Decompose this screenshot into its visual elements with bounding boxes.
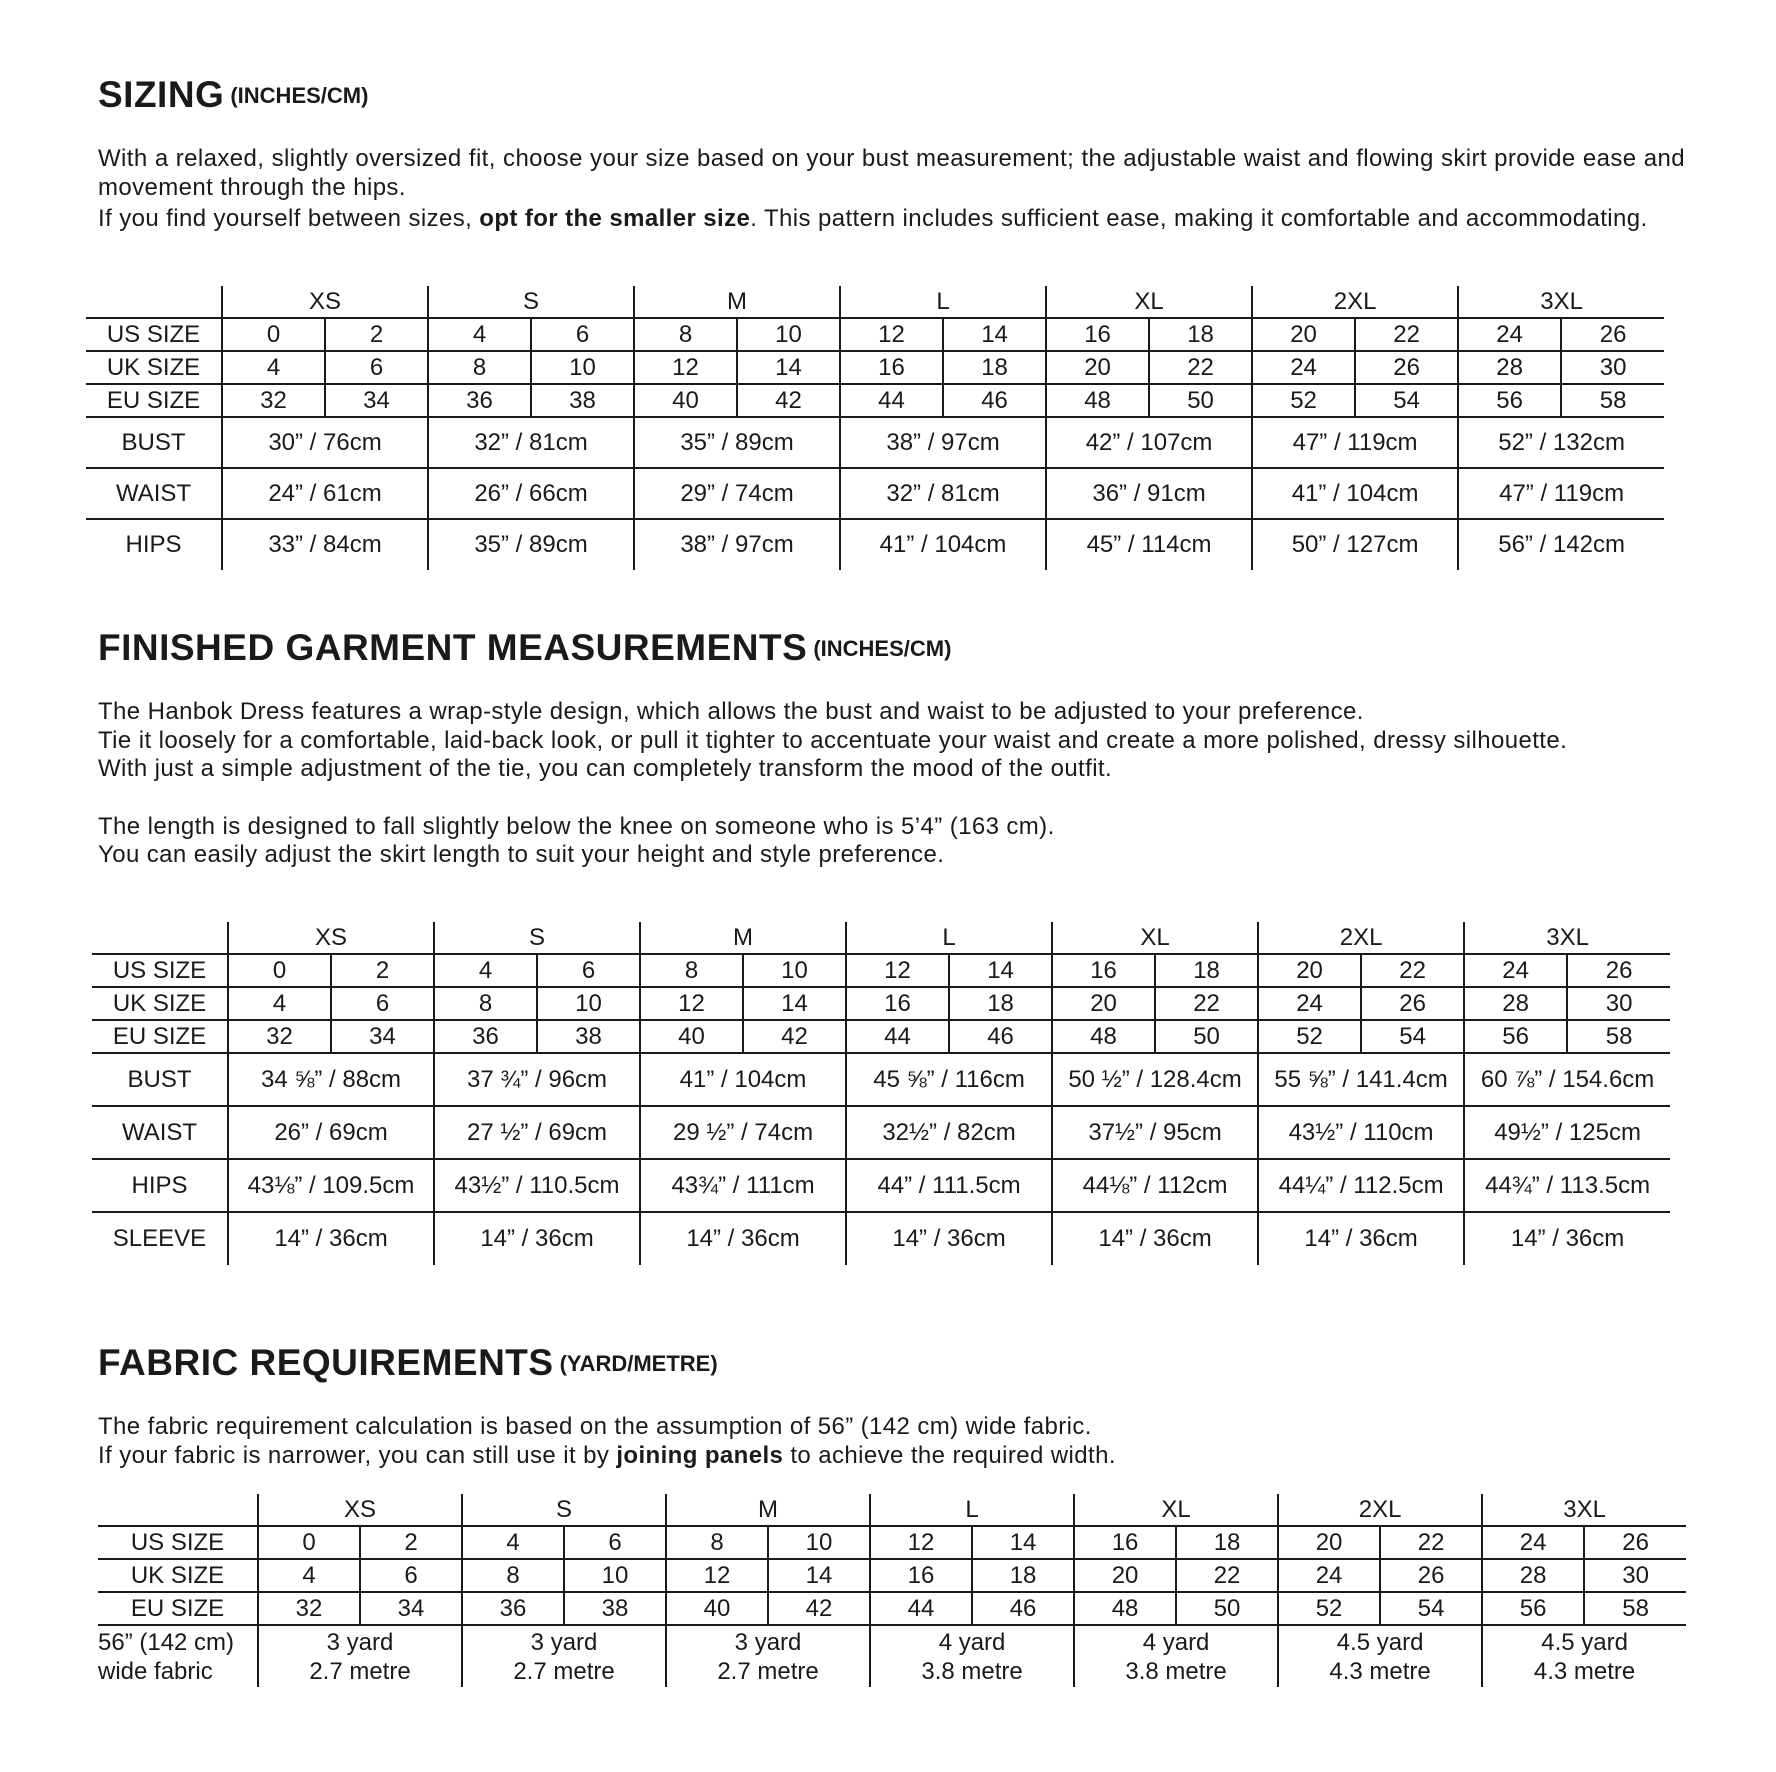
size-cell: 18: [972, 1559, 1074, 1592]
fabric-metre: 2.7 metre: [717, 1657, 819, 1685]
measurement-cell: 35” / 89cm: [634, 417, 840, 468]
size-cell: 24: [1278, 1559, 1380, 1592]
size-cell: 16: [870, 1559, 972, 1592]
finished-unit: (INCHES/CM): [813, 636, 952, 661]
size-cell: 12: [840, 318, 943, 351]
row-label: EU SIZE: [86, 384, 222, 417]
size-cell: 4: [258, 1559, 360, 1592]
measurement-cell: 29 ½” / 74cm: [640, 1106, 846, 1159]
size-cell: 8: [428, 351, 531, 384]
size-cell: 54: [1380, 1592, 1482, 1625]
size-cell: 50: [1149, 384, 1252, 417]
measurement-cell: 36” / 91cm: [1046, 468, 1252, 519]
size-cell: 4: [434, 954, 537, 987]
size-cell: 22: [1361, 954, 1464, 987]
sizing-title-text: SIZING: [98, 74, 225, 115]
measurement-cell: 27 ½” / 69cm: [434, 1106, 640, 1159]
measurement-cell: 26” / 66cm: [428, 468, 634, 519]
fabric-metre: 3.8 metre: [1125, 1657, 1227, 1685]
size-cell: 20: [1074, 1559, 1176, 1592]
measurement-cell: 45 ⅝” / 116cm: [846, 1053, 1052, 1106]
size-cell: 38: [564, 1592, 666, 1625]
measurement-cell: 41” / 104cm: [1252, 468, 1458, 519]
size-cell: 2: [331, 954, 434, 987]
size-cell: 24: [1464, 954, 1567, 987]
size-cell: 6: [537, 954, 640, 987]
size-cell: 16: [1046, 318, 1149, 351]
size-group-header: 3XL: [1482, 1494, 1686, 1526]
size-group-header: S: [428, 286, 634, 318]
size-group-header: M: [666, 1494, 870, 1526]
measurement-cell: 30” / 76cm: [222, 417, 428, 468]
row-label: UK SIZE: [98, 1559, 258, 1592]
fabric-cell: [462, 1625, 666, 1687]
finished-para-2: Tie it loosely for a comfortable, laid-back look, or pull it tighter to accentuate your waist and create a more polished, dressy silhouette.: [98, 726, 1568, 754]
size-group-header: 2XL: [1278, 1494, 1482, 1526]
size-group-header: XL: [1074, 1494, 1278, 1526]
size-cell: 26: [1380, 1559, 1482, 1592]
measurement-cell: 37½” / 95cm: [1052, 1106, 1258, 1159]
row-label: HIPS: [125, 531, 182, 558]
size-cell: 20: [1046, 351, 1149, 384]
measurement-cell: 14” / 36cm: [1464, 1212, 1670, 1265]
row-label: SLEEVE: [112, 1225, 207, 1252]
size-cell: 42: [743, 1020, 846, 1053]
measurement-row: [86, 417, 1664, 468]
size-cell: 14: [743, 987, 846, 1020]
measurement-cell: 44¼” / 112.5cm: [1258, 1159, 1464, 1212]
size-cell: 44: [840, 384, 943, 417]
measurement-cell: 26” / 69cm: [228, 1106, 434, 1159]
size-cell: 28: [1458, 351, 1561, 384]
size-cell: 36: [428, 384, 531, 417]
fabric-metre: 2.7 metre: [513, 1657, 615, 1685]
size-cell: 8: [434, 987, 537, 1020]
size-cell: 30: [1567, 987, 1670, 1020]
measurement-cell: 60 ⅞” / 154.6cm: [1464, 1053, 1670, 1106]
size-cell: 22: [1380, 1526, 1482, 1559]
size-cell: 26: [1561, 318, 1664, 351]
fabric-yard: 4 yard: [1142, 1628, 1210, 1656]
measurement-cell: 56” / 142cm: [1458, 519, 1664, 570]
sizing-description: [98, 145, 1685, 236]
size-cell: 52: [1258, 1020, 1361, 1053]
size-row: [98, 1526, 1686, 1559]
size-cell: 0: [228, 954, 331, 987]
size-cell: 28: [1482, 1559, 1584, 1592]
size-group-header: XS: [228, 922, 434, 954]
size-cell: 58: [1584, 1592, 1686, 1625]
size-cell: 18: [1149, 318, 1252, 351]
size-group-header: 3XL: [1464, 922, 1670, 954]
size-cell: 22: [1176, 1559, 1278, 1592]
size-cell: 10: [531, 351, 634, 384]
size-cell: 58: [1561, 384, 1664, 417]
measurement-cell: 55 ⅝” / 141.4cm: [1258, 1053, 1464, 1106]
fabric-unit: (YARD/METRE): [559, 1351, 718, 1376]
size-group-header: S: [462, 1494, 666, 1526]
size-cell: 48: [1046, 384, 1149, 417]
size-cell: 6: [360, 1559, 462, 1592]
size-cell: 56: [1482, 1592, 1584, 1625]
fabric-label-line-1: 56” (142 cm): [98, 1628, 235, 1656]
fabric-para-2: If your fabric is narrower, you can still use it by joining panels to achieve the required width.: [98, 1441, 1116, 1469]
size-cell: 54: [1355, 384, 1458, 417]
size-group-header: XL: [1052, 922, 1258, 954]
size-cell: 56: [1464, 1020, 1567, 1053]
measurement-cell: 47” / 119cm: [1458, 468, 1664, 519]
measurement-cell: 14” / 36cm: [640, 1212, 846, 1265]
measurement-cell: 43½” / 110.5cm: [434, 1159, 640, 1212]
size-cell: 46: [949, 1020, 1052, 1053]
size-cell: 10: [537, 987, 640, 1020]
fabric-cell: [1074, 1625, 1278, 1687]
size-cell: 22: [1355, 318, 1458, 351]
size-cell: 14: [768, 1559, 870, 1592]
size-cell: 18: [1155, 954, 1258, 987]
size-cell: 6: [325, 351, 428, 384]
fabric-yard: 3 yard: [530, 1628, 598, 1656]
measurement-cell: 14” / 36cm: [846, 1212, 1052, 1265]
fabric-yard: 4 yard: [938, 1628, 1006, 1656]
finished-para-3: With just a simple adjustment of the tie, you can completely transform the mood of the outfit.: [98, 755, 1113, 782]
size-cell: 6: [564, 1526, 666, 1559]
size-cell: 2: [325, 318, 428, 351]
row-label: BUST: [86, 417, 222, 468]
size-cell: 38: [531, 384, 634, 417]
measurement-row: [92, 1212, 1670, 1265]
size-cell: 24: [1252, 351, 1355, 384]
size-cell: 32: [222, 384, 325, 417]
sizing-para-1: With a relaxed, slightly oversized fit, choose your size based on your bust measurement; the adjustable waist and flowing skirt provide ease and movement through the hips.: [98, 145, 1685, 201]
measurement-cell: 41” / 104cm: [640, 1053, 846, 1106]
measurement-cell: 44⅛” / 112cm: [1052, 1159, 1258, 1212]
measurement-cell: 44¾” / 113.5cm: [1464, 1159, 1670, 1212]
size-cell: 0: [222, 318, 325, 351]
size-cell: 8: [634, 318, 737, 351]
measurement-cell: 38” / 97cm: [840, 417, 1046, 468]
size-cell: 6: [531, 318, 634, 351]
finished-table: [92, 922, 1670, 1265]
measurement-row: [92, 1106, 1670, 1159]
size-cell: 16: [846, 987, 949, 1020]
measurement-cell: 34 ⅝” / 88cm: [228, 1053, 434, 1106]
measurement-cell: 33” / 84cm: [222, 519, 428, 570]
finished-title-text: FINISHED GARMENT MEASUREMENTS: [98, 627, 808, 668]
size-cell: 54: [1361, 1020, 1464, 1053]
sizing-unit: (INCHES/CM): [230, 83, 369, 108]
size-cell: 12: [870, 1526, 972, 1559]
size-group-header: 2XL: [1252, 286, 1458, 318]
size-cell: 26: [1361, 987, 1464, 1020]
fabric-table: [98, 1494, 1686, 1687]
size-cell: 14: [943, 318, 1046, 351]
size-cell: 10: [743, 954, 846, 987]
size-group-header: L: [840, 286, 1046, 318]
size-cell: 48: [1074, 1592, 1176, 1625]
finished-para-5: You can easily adjust the skirt length to suit your height and style preference.: [98, 841, 945, 868]
size-cell: 32: [258, 1592, 360, 1625]
measurement-cell: 42” / 107cm: [1046, 417, 1252, 468]
row-label: US SIZE: [86, 318, 222, 351]
size-cell: 4: [428, 318, 531, 351]
size-cell: 16: [1052, 954, 1155, 987]
size-cell: 26: [1567, 954, 1670, 987]
size-cell: 8: [462, 1559, 564, 1592]
size-group-header: XL: [1046, 286, 1252, 318]
size-cell: 16: [840, 351, 943, 384]
size-row: [98, 1559, 1686, 1592]
size-cell: 40: [666, 1592, 768, 1625]
size-cell: 18: [1176, 1526, 1278, 1559]
size-cell: 22: [1155, 987, 1258, 1020]
fabric-title-text: FABRIC REQUIREMENTS: [98, 1342, 554, 1383]
size-row: [86, 318, 1664, 351]
size-cell: 46: [943, 384, 1046, 417]
size-cell: 42: [768, 1592, 870, 1625]
size-cell: 22: [1149, 351, 1252, 384]
measurement-cell: 32” / 81cm: [428, 417, 634, 468]
size-row: [92, 987, 1670, 1020]
finished-description: [98, 698, 1685, 870]
size-cell: 12: [640, 987, 743, 1020]
size-cell: 2: [360, 1526, 462, 1559]
size-cell: 52: [1252, 384, 1355, 417]
fabric-cell: [1482, 1625, 1686, 1687]
size-cell: 14: [949, 954, 1052, 987]
size-group-row: [92, 922, 1670, 954]
measurement-cell: 14” / 36cm: [434, 1212, 640, 1265]
fabric-emphasis: joining panels: [616, 1441, 784, 1469]
sizing-table: [86, 286, 1664, 570]
corner-cell: [98, 1494, 258, 1526]
measurement-cell: 52” / 132cm: [1458, 417, 1664, 468]
size-cell: 42: [737, 384, 840, 417]
fabric-metre: 4.3 metre: [1533, 1657, 1636, 1685]
row-label: UK SIZE: [86, 351, 222, 384]
row-label: US SIZE: [98, 1526, 258, 1559]
size-cell: 10: [768, 1526, 870, 1559]
measurement-cell: 41” / 104cm: [840, 519, 1046, 570]
size-group-header: M: [640, 922, 846, 954]
measurement-cell: 49½” / 125cm: [1464, 1106, 1670, 1159]
size-group-row: [86, 286, 1664, 318]
measurement-cell: 45” / 114cm: [1046, 519, 1252, 570]
measurement-cell: 32” / 81cm: [840, 468, 1046, 519]
measurement-row: [86, 468, 1664, 519]
size-cell: 16: [1074, 1526, 1176, 1559]
fabric-yard: 4.5 yard: [1336, 1628, 1424, 1656]
size-cell: 58: [1567, 1020, 1670, 1053]
size-cell: 24: [1458, 318, 1561, 351]
size-cell: 56: [1458, 384, 1561, 417]
size-cell: 44: [870, 1592, 972, 1625]
row-label: HIPS: [92, 1159, 228, 1212]
size-cell: 24: [1258, 987, 1361, 1020]
corner-cell: [86, 286, 222, 318]
measurement-cell: 43½” / 110cm: [1258, 1106, 1464, 1159]
fabric-label-line-2: wide fabric: [98, 1657, 213, 1685]
size-cell: 30: [1561, 351, 1664, 384]
measurement-cell: 24” / 61cm: [222, 468, 428, 519]
size-group-header: XS: [222, 286, 428, 318]
size-row: [92, 954, 1670, 987]
row-label: BUST: [92, 1053, 228, 1106]
measurement-cell: 43⅛” / 109.5cm: [228, 1159, 434, 1212]
size-cell: 46: [972, 1592, 1074, 1625]
size-group-header: 2XL: [1258, 922, 1464, 954]
size-cell: 48: [1052, 1020, 1155, 1053]
fabric-cell: [870, 1625, 1074, 1687]
size-cell: 18: [949, 987, 1052, 1020]
finished-para-4: The length is designed to fall slightly below the knee on someone who is 5’4” (163 cm).: [98, 812, 1055, 840]
size-cell: 26: [1355, 351, 1458, 384]
sizing-emphasis: opt for the smaller size: [479, 205, 751, 232]
row-label: EU SIZE: [92, 1020, 228, 1053]
size-cell: 14: [972, 1526, 1074, 1559]
size-cell: 20: [1252, 318, 1355, 351]
size-cell: 20: [1052, 987, 1155, 1020]
row-label: WAIST: [86, 468, 222, 519]
size-cell: 14: [737, 351, 840, 384]
size-cell: 50: [1176, 1592, 1278, 1625]
size-cell: 6: [331, 987, 434, 1020]
finished-para-1: The Hanbok Dress features a wrap-style design, which allows the bust and waist to be adjusted to your preference.: [98, 698, 1364, 725]
measurement-cell: 44” / 111.5cm: [846, 1159, 1052, 1212]
size-cell: 18: [943, 351, 1046, 384]
size-group-row: [98, 1494, 1686, 1526]
size-cell: 12: [634, 351, 737, 384]
size-cell: 24: [1482, 1526, 1584, 1559]
size-group-header: XS: [258, 1494, 462, 1526]
fabric-metre: 3.8 metre: [921, 1657, 1023, 1685]
size-group-header: M: [634, 286, 840, 318]
size-group-header: L: [846, 922, 1052, 954]
fabric-metre: 2.7 metre: [309, 1657, 411, 1685]
fabric-metre: 4.3 metre: [1329, 1657, 1431, 1685]
fabric-para-1: The fabric requirement calculation is based on the assumption of 56” (142 cm) wide fabric.: [98, 1413, 1092, 1440]
size-cell: 4: [462, 1526, 564, 1559]
size-cell: 0: [258, 1526, 360, 1559]
size-cell: 12: [846, 954, 949, 987]
measurement-cell: 29” / 74cm: [634, 468, 840, 519]
row-label: US SIZE: [92, 954, 228, 987]
size-group-header: 3XL: [1458, 286, 1664, 318]
measurement-cell: 37 ¾” / 96cm: [434, 1053, 640, 1106]
fabric-description: [98, 1413, 1685, 1470]
row-label: UK SIZE: [92, 987, 228, 1020]
size-row: [86, 384, 1664, 417]
fabric-yard: 4.5 yard: [1541, 1628, 1628, 1656]
size-cell: 4: [222, 351, 325, 384]
fabric-cell: [666, 1625, 870, 1687]
measurement-row: [92, 1053, 1670, 1106]
sizing-para-2: If you find yourself between sizes, opt for the smaller size. This pattern includes sufficient ease, making it comfortable and accommodating.: [98, 205, 1648, 232]
sizing-title: [98, 74, 368, 116]
size-cell: 28: [1464, 987, 1567, 1020]
size-cell: 40: [640, 1020, 743, 1053]
fabric-cell: [258, 1625, 462, 1687]
measurement-cell: 47” / 119cm: [1252, 417, 1458, 468]
size-cell: 10: [564, 1559, 666, 1592]
fabric-row: [98, 1625, 1686, 1687]
measurement-cell: 14” / 36cm: [1258, 1212, 1464, 1265]
row-label: EU SIZE: [98, 1592, 258, 1625]
corner-cell: [92, 922, 228, 954]
fabric-title: [98, 1342, 718, 1384]
measurement-cell: 50 ½” / 128.4cm: [1052, 1053, 1258, 1106]
size-cell: 34: [360, 1592, 462, 1625]
size-cell: 4: [228, 987, 331, 1020]
finished-title: [98, 627, 951, 669]
size-cell: 34: [325, 384, 428, 417]
measurement-cell: 38” / 97cm: [634, 519, 840, 570]
size-cell: 36: [462, 1592, 564, 1625]
size-cell: 40: [634, 384, 737, 417]
size-cell: 32: [228, 1020, 331, 1053]
size-group-header: S: [434, 922, 640, 954]
size-cell: 44: [846, 1020, 949, 1053]
size-cell: 38: [537, 1020, 640, 1053]
measurement-cell: 32½” / 82cm: [846, 1106, 1052, 1159]
measurement-cell: 14” / 36cm: [1052, 1212, 1258, 1265]
size-cell: 26: [1584, 1526, 1686, 1559]
size-row: [98, 1592, 1686, 1625]
size-cell: 12: [666, 1559, 768, 1592]
size-cell: 8: [640, 954, 743, 987]
fabric-yard: 3 yard: [326, 1628, 394, 1656]
measurement-row: [92, 1159, 1670, 1212]
fabric-yard: 3 yard: [734, 1628, 802, 1656]
measurement-cell: 43¾” / 111cm: [640, 1159, 846, 1212]
size-cell: 50: [1155, 1020, 1258, 1053]
size-cell: 30: [1584, 1559, 1686, 1592]
fabric-cell: [1278, 1625, 1482, 1687]
size-cell: 52: [1278, 1592, 1380, 1625]
row-label: [98, 1625, 258, 1687]
size-row: [92, 1020, 1670, 1053]
size-row: [86, 351, 1664, 384]
size-cell: 8: [666, 1526, 768, 1559]
size-cell: 20: [1258, 954, 1361, 987]
measurement-row: [86, 519, 1664, 570]
size-cell: 10: [737, 318, 840, 351]
size-cell: 20: [1278, 1526, 1380, 1559]
row-label: WAIST: [92, 1106, 228, 1159]
measurement-cell: 50” / 127cm: [1252, 519, 1458, 570]
size-group-header: L: [870, 1494, 1074, 1526]
size-cell: 34: [331, 1020, 434, 1053]
size-cell: 36: [434, 1020, 537, 1053]
measurement-cell: 14” / 36cm: [228, 1212, 434, 1265]
measurement-cell: 35” / 89cm: [428, 519, 634, 570]
